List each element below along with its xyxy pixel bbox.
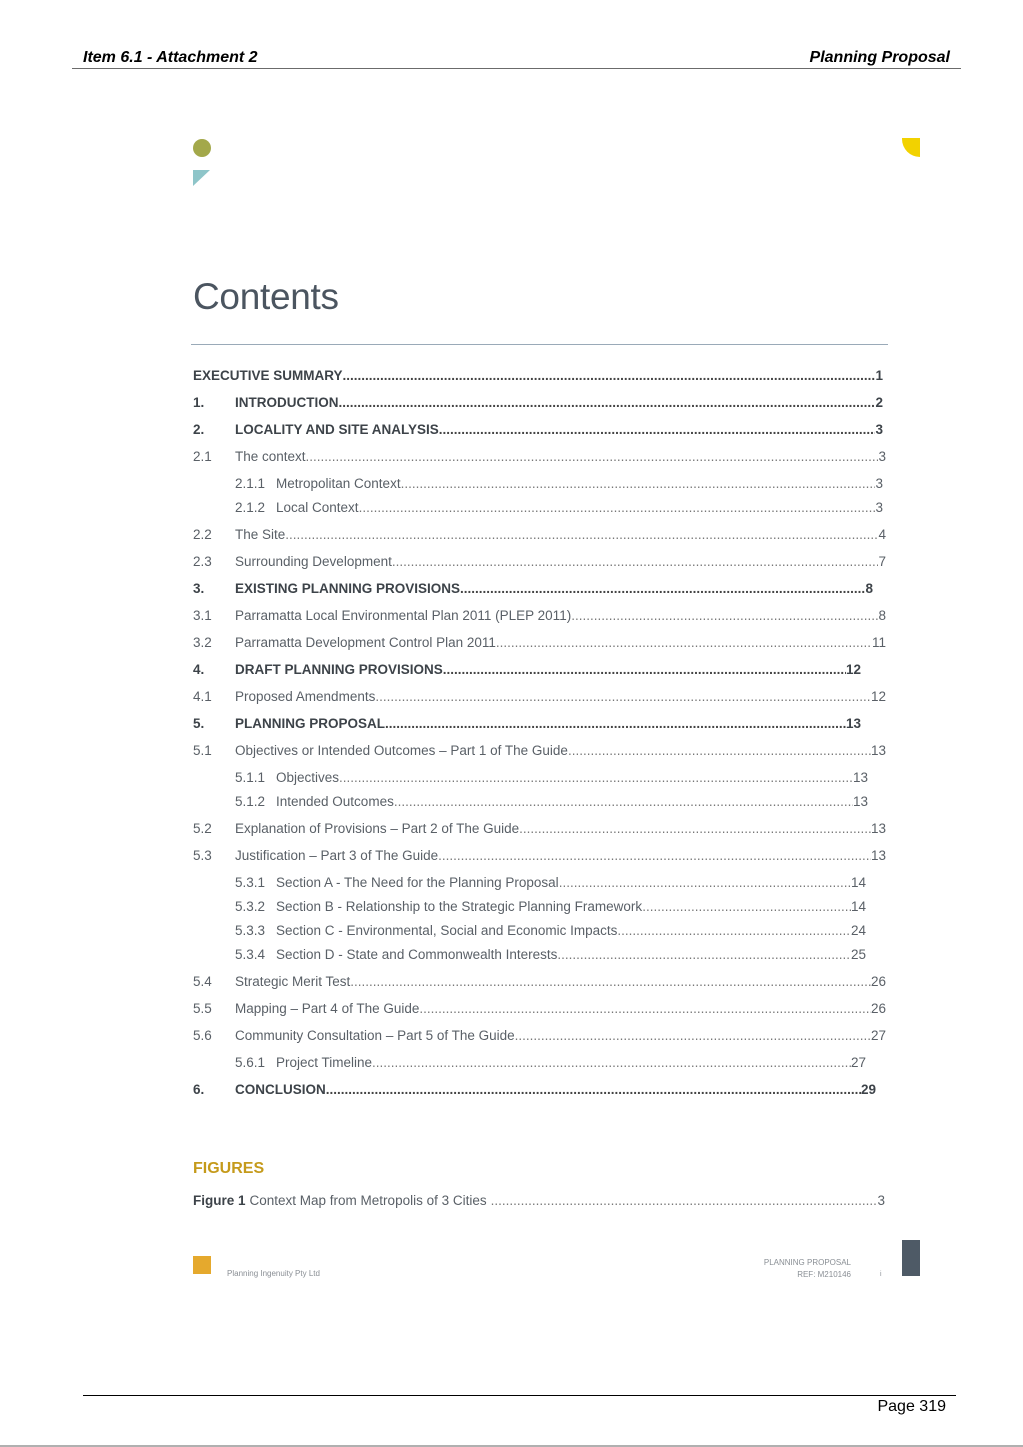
dot-leader xyxy=(443,662,846,677)
dot-leader xyxy=(385,716,846,731)
dot-leader xyxy=(439,422,876,437)
toc-entry[interactable] xyxy=(193,554,886,574)
toc-entry-title: The Site xyxy=(235,527,286,542)
toc-entry[interactable] xyxy=(193,821,886,841)
decorative-quarter-circle-icon xyxy=(902,138,920,157)
toc-entry-page-number: 3 xyxy=(875,422,883,437)
figure-title: Context Map from Metropolis of 3 Cities xyxy=(249,1193,487,1208)
toc-entry[interactable] xyxy=(193,923,866,943)
toc-entry-number: 1. xyxy=(193,395,205,410)
toc-entry-title: LOCALITY AND SITE ANALYSIS xyxy=(235,422,439,437)
toc-entry[interactable] xyxy=(193,899,866,919)
header-document-title: Planning Proposal xyxy=(809,49,950,66)
toc-entry-number: 5.6 xyxy=(193,1028,212,1043)
toc-entry-number: 2.1.1 xyxy=(235,476,266,491)
dot-leader xyxy=(401,476,876,491)
footer-logo-square-icon xyxy=(193,1256,211,1274)
dot-leader xyxy=(419,1001,871,1016)
toc-entry[interactable] xyxy=(193,947,866,967)
dot-leader xyxy=(350,974,871,989)
toc-entry-number: 3.1 xyxy=(193,608,212,623)
toc-entry-title: Objectives or Intended Outcomes – Part 1 of The Guide xyxy=(235,743,568,758)
dot-leader xyxy=(568,743,871,758)
toc-entry-title: Mapping – Part 4 of The Guide xyxy=(235,1001,420,1016)
toc-entry-page-number: 27 xyxy=(850,1055,866,1070)
toc-entry[interactable] xyxy=(193,422,883,442)
toc-entry-number: 2.2 xyxy=(193,527,212,542)
footer-doc-type: PLANNING PROPOSAL xyxy=(763,1258,851,1267)
dot-leader xyxy=(339,395,876,410)
toc-entry-page-number: 3 xyxy=(875,500,883,515)
toc-entry[interactable] xyxy=(193,689,886,709)
dot-leader xyxy=(642,899,851,914)
toc-entry-page-number: 13 xyxy=(845,716,861,731)
toc-entry-number: 5. xyxy=(193,716,205,731)
toc-entry-title: Surrounding Development xyxy=(235,554,392,569)
toc-entry-page-number: 26 xyxy=(870,974,886,989)
figure-entry[interactable] xyxy=(193,1193,885,1208)
toc-entry[interactable] xyxy=(193,449,886,469)
toc-entry[interactable] xyxy=(193,527,886,547)
figure-page-number: 3 xyxy=(877,1193,885,1208)
toc-entry-title: Section A - The Need for the Planning Proposal xyxy=(276,875,559,890)
figure-label: Figure 1 xyxy=(193,1193,246,1208)
toc-entry[interactable] xyxy=(193,662,861,682)
toc-entry[interactable] xyxy=(193,635,886,655)
toc-entry-title: Intended Outcomes xyxy=(276,794,394,809)
toc-entry-title: Section D - State and Commonwealth Interests xyxy=(276,947,558,962)
figures-heading: FIGURES xyxy=(193,1160,265,1177)
footer-reference xyxy=(764,1257,851,1281)
toc-entry-number: 5.2 xyxy=(193,821,212,836)
toc-entry-page-number: 27 xyxy=(870,1028,886,1043)
toc-entry[interactable] xyxy=(193,716,861,736)
dot-leader xyxy=(326,1082,861,1097)
toc-entry[interactable] xyxy=(193,500,883,520)
toc-entry-title: Section B - Relationship to the Strategic Planning Framework xyxy=(276,899,643,914)
page-number: Page 319 xyxy=(877,1398,946,1415)
toc-entry-number: 2.3 xyxy=(193,554,212,569)
toc-entry[interactable] xyxy=(193,1028,886,1048)
dot-leader xyxy=(515,1028,871,1043)
toc-entry[interactable] xyxy=(193,581,873,601)
toc-entry-page-number: 12 xyxy=(870,689,886,704)
toc-entry-page-number: 11 xyxy=(871,635,886,650)
toc-entry-page-number: 7 xyxy=(878,554,886,569)
dot-leader xyxy=(617,923,851,938)
toc-entry-number: 4. xyxy=(193,662,205,677)
toc-entry-title: Justification – Part 3 of The Guide xyxy=(235,848,439,863)
toc-entry-number: 5.3.2 xyxy=(235,899,266,914)
dot-leader xyxy=(460,581,865,596)
toc-entry[interactable] xyxy=(193,1082,876,1102)
toc-entry-page-number: 13 xyxy=(870,848,886,863)
footer-divider xyxy=(83,1395,956,1396)
toc-entry-number: 5.1.2 xyxy=(235,794,266,809)
dot-leader xyxy=(375,689,871,704)
header-divider xyxy=(72,68,961,69)
footer-ref-number: REF: M210146 xyxy=(797,1270,851,1279)
toc-entry-page-number: 25 xyxy=(850,947,866,962)
toc-entry-page-number: 14 xyxy=(850,875,866,890)
footer-accent-bar-icon xyxy=(902,1240,920,1276)
dot-leader xyxy=(359,500,876,515)
toc-entry[interactable] xyxy=(193,743,886,763)
toc-entry-number: 6. xyxy=(193,1082,205,1097)
toc-entry-page-number: 1 xyxy=(875,368,883,383)
dot-leader xyxy=(571,608,878,623)
toc-entry-number: 5.5 xyxy=(193,1001,212,1016)
toc-entry-number: 2.1 xyxy=(193,449,212,464)
dot-leader xyxy=(285,527,878,542)
dot-leader xyxy=(343,368,876,383)
dot-leader xyxy=(339,770,853,785)
toc-entry[interactable] xyxy=(193,848,886,868)
toc-entry[interactable] xyxy=(193,476,883,496)
toc-entry-number: 5.3.4 xyxy=(235,947,266,962)
toc-entry-title: The context xyxy=(235,449,306,464)
decorative-triangle-icon xyxy=(193,170,210,186)
toc-entry-page-number: 3 xyxy=(878,449,886,464)
toc-entry[interactable] xyxy=(193,1001,886,1021)
toc-entry-page-number: 8 xyxy=(865,581,873,596)
toc-entry-title: Proposed Amendments xyxy=(235,689,376,704)
toc-entry-page-number: 13 xyxy=(852,794,868,809)
toc-entry-title: Local Context xyxy=(276,500,359,515)
toc-entry-title: Strategic Merit Test xyxy=(235,974,351,989)
toc-entry-page-number: 12 xyxy=(845,662,861,677)
toc-entry-title: Parramatta Local Environmental Plan 2011 (PLEP 2011) xyxy=(235,608,572,623)
dot-leader xyxy=(519,821,871,836)
toc-entry-title: Explanation of Provisions – Part 2 of The Guide xyxy=(235,821,520,836)
toc-entry-number: 5.3.3 xyxy=(235,923,266,938)
toc-entry-title: CONCLUSION xyxy=(235,1082,326,1097)
toc-entry-title: Section C - Environmental, Social and Economic Impacts xyxy=(276,923,618,938)
toc-entry-number: 5.1 xyxy=(193,743,212,758)
header-attachment-label: Item 6.1 - Attachment 2 xyxy=(83,49,258,66)
toc-entry-page-number: 4 xyxy=(878,527,886,542)
toc-entry-number: 4.1 xyxy=(193,689,212,704)
toc-entry[interactable] xyxy=(193,368,883,388)
toc-entry-number: 5.3.1 xyxy=(235,875,266,890)
toc-entry-page-number: 14 xyxy=(850,899,866,914)
toc-entry-number: 5.4 xyxy=(193,974,212,989)
dot-leader xyxy=(496,635,872,650)
toc-entry-page-number: 3 xyxy=(875,476,883,491)
toc-entry-title: Parramatta Development Control Plan 2011 xyxy=(235,635,496,650)
toc-entry-page-number: 13 xyxy=(870,743,886,758)
dot-leader xyxy=(559,875,851,890)
toc-entry-title: INTRODUCTION xyxy=(235,395,339,410)
toc-entry-page-number: 24 xyxy=(850,923,866,938)
dot-leader xyxy=(557,947,851,962)
toc-entry[interactable] xyxy=(193,875,866,895)
dot-leader xyxy=(306,449,879,464)
toc-entry-number: 3. xyxy=(193,581,205,596)
toc-entry-title: PLANNING PROPOSAL xyxy=(235,716,386,731)
toc-entry[interactable] xyxy=(193,794,868,814)
dot-leader xyxy=(438,848,871,863)
toc-entry-title: EXISTING PLANNING PROVISIONS xyxy=(235,581,461,596)
toc-entry[interactable] xyxy=(193,395,883,415)
toc-entry-title: Project Timeline xyxy=(276,1055,373,1070)
footer-company-name: Planning Ingenuity Pty Ltd xyxy=(227,1269,320,1278)
page-title: Contents xyxy=(193,276,339,317)
toc-entry-title: DRAFT PLANNING PROVISIONS xyxy=(235,662,443,677)
toc-entry-page-number: 8 xyxy=(878,608,886,623)
toc-entry-page-number: 13 xyxy=(852,770,868,785)
toc-entry-title: EXECUTIVE SUMMARY xyxy=(193,368,343,383)
toc-entry[interactable] xyxy=(193,1055,866,1075)
dot-leader xyxy=(392,554,879,569)
toc-entry-number: 5.3 xyxy=(193,848,212,863)
toc-entry[interactable] xyxy=(193,770,868,790)
toc-entry-number: 2. xyxy=(193,422,205,437)
toc-entry[interactable] xyxy=(193,974,886,994)
footer-roman-page: i xyxy=(880,1271,882,1278)
dot-leader xyxy=(394,794,853,809)
toc-entry-number: 3.2 xyxy=(193,635,212,650)
toc-entry-page-number: 29 xyxy=(860,1082,876,1097)
dot-leader xyxy=(372,1055,851,1070)
title-divider xyxy=(191,344,888,345)
toc-entry-title: Community Consultation – Part 5 of The Guide xyxy=(235,1028,515,1043)
dot-leader xyxy=(491,1193,878,1208)
decorative-circle-icon xyxy=(193,139,211,157)
toc-entry[interactable] xyxy=(193,608,886,628)
toc-entry-page-number: 26 xyxy=(870,1001,886,1016)
toc-entry-number: 5.6.1 xyxy=(235,1055,266,1070)
toc-entry-number: 5.1.1 xyxy=(235,770,266,785)
toc-entry-number: 2.1.2 xyxy=(235,500,266,515)
toc-entry-page-number: 13 xyxy=(870,821,886,836)
toc-entry-title: Metropolitan Context xyxy=(276,476,401,491)
toc-entry-page-number: 2 xyxy=(875,395,883,410)
toc-entry-title: Objectives xyxy=(276,770,340,785)
